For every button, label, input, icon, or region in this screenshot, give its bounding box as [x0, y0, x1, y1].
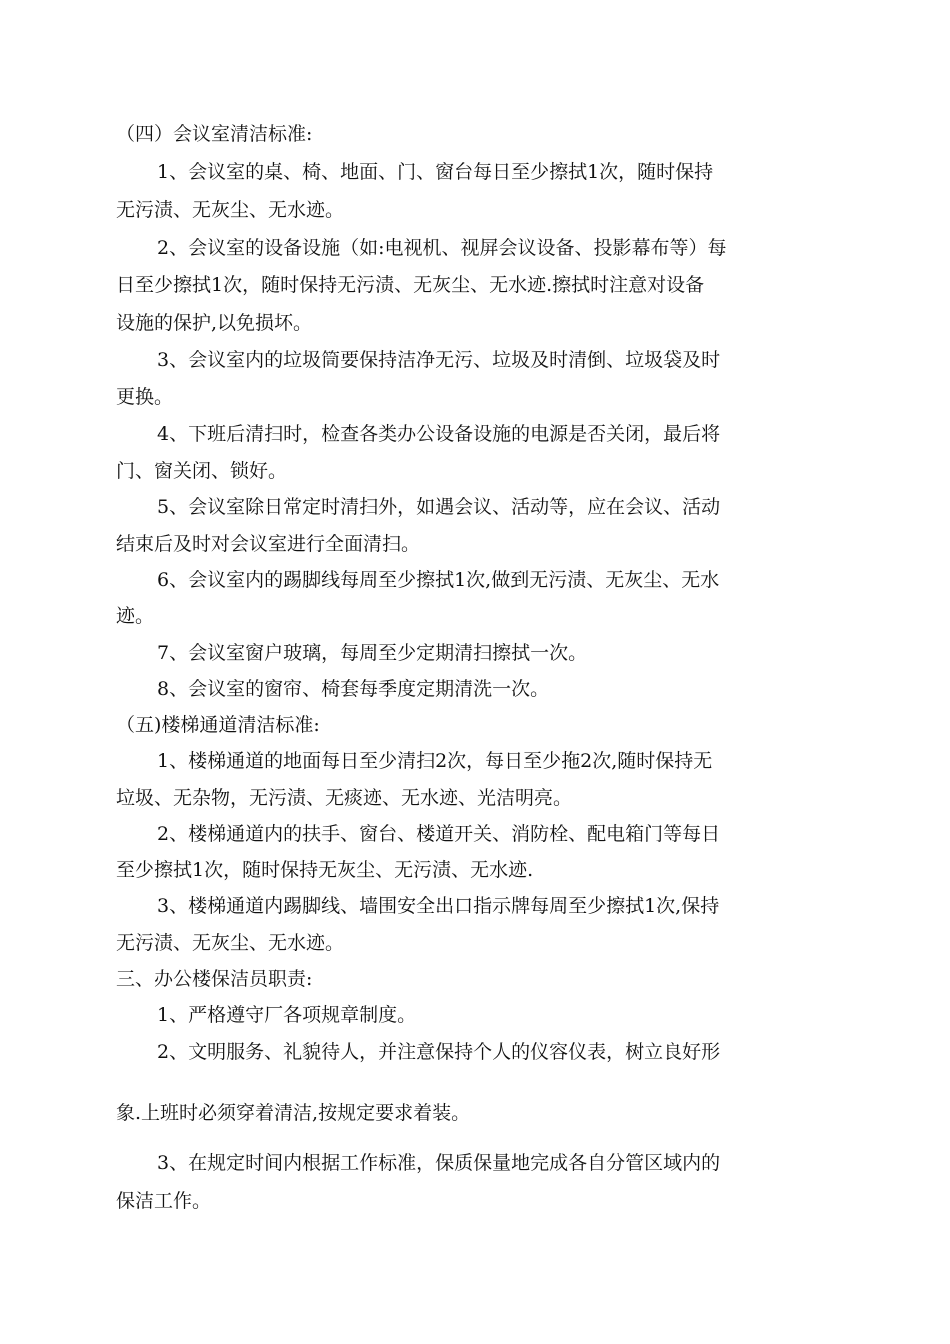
paragraph-line: 结束后及时对会议室进行全面清扫。 [116, 533, 421, 555]
paragraph-line: 2、会议室的设备设施（如:电视机、视屏会议设备、投影幕布等）每 [157, 237, 727, 259]
paragraph-line: 门、窗关闭、锁好。 [116, 460, 288, 482]
paragraph-line: 设施的保护,以免损坏。 [116, 312, 313, 334]
paragraph-line: 象.上班时必须穿着清洁,按规定要求着装。 [116, 1102, 471, 1124]
paragraph-line: 4、下班后清扫时，检查各类办公设备设施的电源是否关闭，最后将 [157, 423, 721, 445]
paragraph-line: 2、文明服务、礼貌待人，并注意保持个人的仪容仪表，树立良好形 [157, 1041, 721, 1063]
paragraph-line: 5、会议室除日常定时清扫外，如遇会议、活动等，应在会议、活动 [157, 496, 721, 518]
paragraph-line: 迹。 [116, 605, 155, 627]
paragraph-line: 8、会议室的窗帘、椅套每季度定期清洗一次。 [157, 678, 550, 700]
paragraph-line: 3、会议室内的垃圾筒要保持洁净无污、垃圾及时清倒、垃圾袋及时 [157, 349, 721, 371]
paragraph-line: 3、在规定时间内根据工作标准，保质保量地完成各自分管区域内的 [157, 1152, 721, 1174]
heading-cleaner-duties: 三、办公楼保洁员职责: [116, 968, 313, 990]
paragraph-line: 无污渍、无灰尘、无水迹。 [116, 199, 345, 221]
heading-meeting-room: （四）会议室清洁标准: [116, 123, 313, 145]
paragraph-line: 更换。 [116, 386, 174, 408]
paragraph-line: 1、楼梯通道的地面每日至少清扫2次，每日至少拖2次,随时保持无 [157, 750, 713, 772]
heading-stairway: （五)楼梯通道清洁标准: [116, 714, 320, 736]
paragraph-line: 至少擦拭1次，随时保持无灰尘、无污渍、无水迹. [116, 859, 534, 881]
paragraph-line: 1、严格遵守厂各项规章制度。 [157, 1004, 417, 1026]
paragraph-line: 保洁工作。 [116, 1190, 212, 1212]
paragraph-line: 2、楼梯通道内的扶手、窗台、楼道开关、消防栓、配电箱门等每日 [157, 823, 721, 845]
paragraph-line: 3、楼梯通道内踢脚线、墙围安全出口指示牌每周至少擦拭1次,保持 [157, 895, 720, 917]
paragraph-line: 无污渍、无灰尘、无水迹。 [116, 932, 345, 954]
paragraph-line: 6、会议室内的踢脚线每周至少擦拭1次,做到无污渍、无灰尘、无水 [157, 569, 720, 591]
paragraph-line: 1、会议室的桌、椅、地面、门、窗台每日至少擦拭1次，随时保持 [157, 161, 714, 183]
paragraph-line: 日至少擦拭1次，随时保持无污渍、无灰尘、无水迹.擦拭时注意对设备 [116, 274, 705, 296]
paragraph-line: 垃圾、无杂物，无污渍、无痰迹、无水迹、光洁明亮。 [116, 787, 573, 809]
paragraph-line: 7、会议室窗户玻璃，每周至少定期清扫擦拭一次。 [157, 642, 588, 664]
